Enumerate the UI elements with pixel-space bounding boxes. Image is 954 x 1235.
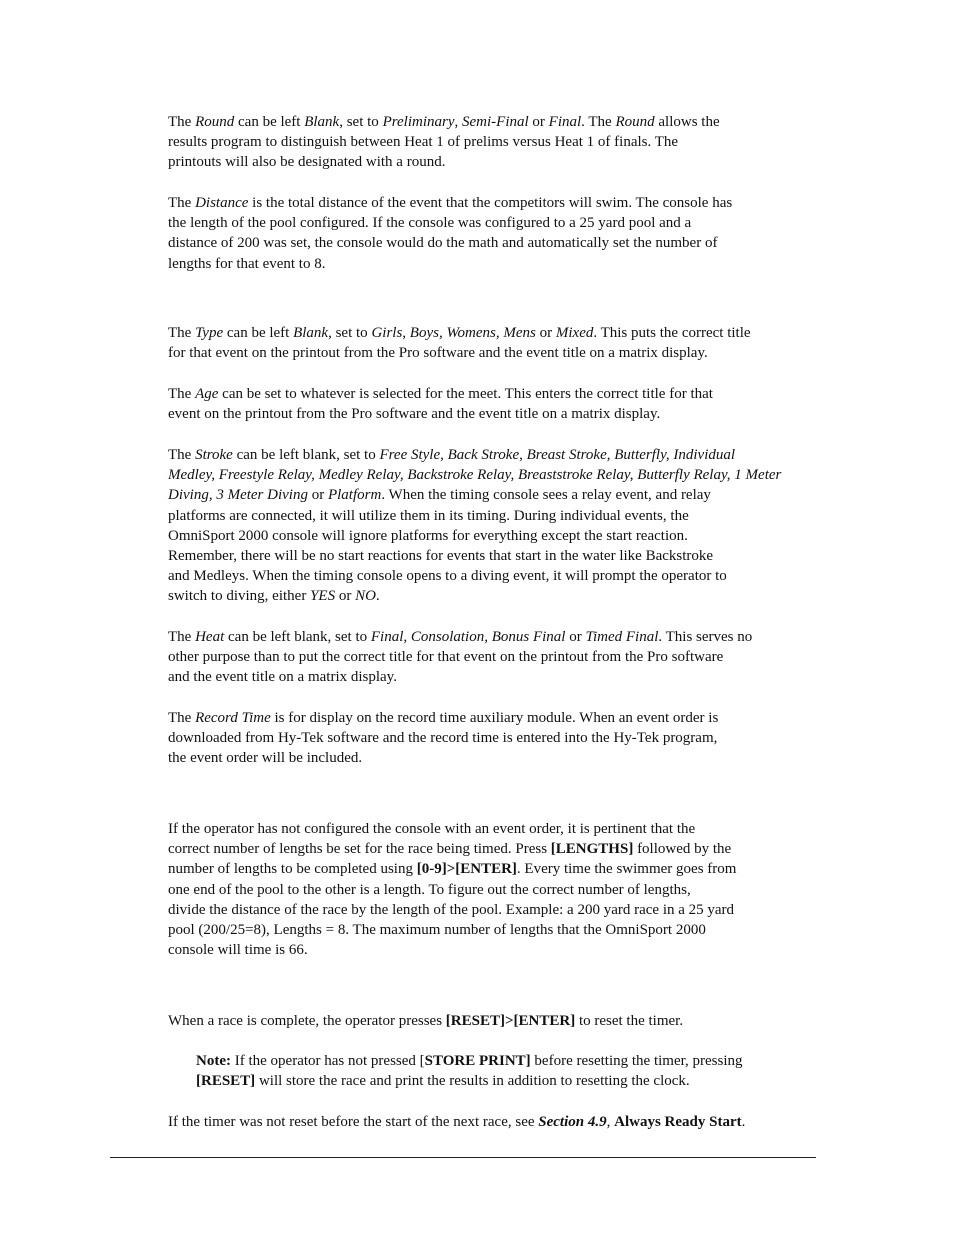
- text-line: [168, 112, 818, 132]
- text-line: [168, 859, 818, 879]
- text-run: allows the: [654, 114, 720, 130]
- text-run: , set to: [339, 114, 383, 130]
- italic-term: Semi-Final: [462, 114, 529, 130]
- text-run: The: [168, 325, 196, 341]
- italic-term: Mixed: [555, 325, 594, 341]
- text-run: ,: [454, 114, 462, 130]
- text-run: . When the timing console sees a relay event, and relay: [381, 487, 711, 504]
- text-run: can be left blank, set to: [232, 447, 380, 463]
- text-line: [168, 627, 818, 647]
- text-run: ,: [606, 1114, 615, 1130]
- italic-term: Blank: [304, 114, 340, 130]
- bold-text: [0-9]>[ENTER]: [416, 861, 517, 878]
- text-line: [168, 465, 818, 485]
- text-run: switch to diving, either: [168, 588, 311, 605]
- italic-term: Final, Consolation, Bonus Final: [370, 629, 566, 645]
- text-run: If the timer was not reset before the start of the next race, see: [168, 1114, 539, 1130]
- text-run: downloaded from Hy-Tek software and the record time is entered into the Hy-Tek program,: [168, 730, 718, 747]
- italic-term: Platform: [327, 487, 382, 504]
- text-line: [168, 566, 818, 586]
- bold-text: Note:: [196, 1053, 231, 1069]
- paragraph-round: [168, 112, 818, 173]
- text-run: can be left: [234, 114, 305, 130]
- italic-term: Type: [195, 325, 224, 341]
- paragraph-record-time: [168, 708, 818, 769]
- bold-text: [RESET]>[ENTER]: [445, 1013, 576, 1029]
- footer-rule: [110, 1157, 816, 1158]
- text-run: or: [528, 114, 549, 130]
- text-run: distance of 200 was set, the console would do the math and automatically set the number of: [168, 235, 718, 252]
- text-run: OmniSport 2000 console will ignore platforms for everything except the start reaction.: [168, 527, 688, 544]
- text-run: and the event title on a matrix display.: [168, 669, 397, 686]
- text-line: [168, 880, 818, 900]
- text-line: [168, 233, 818, 253]
- text-run: . This puts the correct title: [593, 325, 751, 341]
- text-line: [168, 485, 818, 505]
- paragraph-stroke: [168, 445, 818, 607]
- text-run: the length of the pool configured. If the console was configured to a 25 yard pool and a: [168, 215, 692, 232]
- paragraph-reset: [168, 1011, 818, 1031]
- text-run: or: [565, 629, 586, 645]
- text-run: lengths for that event to 8.: [168, 255, 326, 272]
- paragraph-not-reset: [168, 1112, 818, 1132]
- text-run: for that event on the printout from the Pro software and the event title on a matrix display.: [168, 345, 708, 362]
- paragraph-heat: [168, 627, 818, 688]
- text-run: before resetting the timer, pressing: [530, 1053, 743, 1069]
- text-run: other purpose than to put the correct title for that event on the printout from the Pro software: [168, 649, 724, 666]
- text-line: [168, 708, 818, 728]
- text-line: [168, 839, 818, 859]
- text-line: [168, 323, 818, 343]
- text-line: [168, 343, 818, 363]
- text-run: .: [375, 588, 380, 605]
- note-paragraph: [196, 1051, 818, 1091]
- text-run: . The: [581, 114, 616, 130]
- text-line: [168, 748, 818, 768]
- text-line: [168, 213, 818, 233]
- italic-term: YES: [310, 588, 336, 605]
- text-line: [168, 586, 818, 606]
- paragraph-lengths: [168, 819, 818, 960]
- text-run: can be set to whatever is selected for the meet. This enters the correct title for that: [218, 386, 713, 402]
- text-run: and Medleys. When the timing console opens to a diving event, it will prompt the operator to: [168, 568, 727, 585]
- text-run: is the total distance of the event that the competitors will swim. The console has: [248, 195, 733, 211]
- text-line: [196, 1071, 818, 1091]
- text-run: The: [168, 386, 196, 402]
- text-run: or: [535, 325, 556, 341]
- text-run: event on the printout from the Pro software and the event title on a matrix display.: [168, 406, 661, 423]
- text-run: one end of the pool to the other is a length. To figure out the correct number of lengths,: [168, 881, 691, 898]
- text-line: [168, 546, 818, 566]
- paragraph-distance: [168, 193, 818, 274]
- text-run: or: [307, 487, 328, 504]
- text-line: [168, 445, 818, 465]
- text-run: correct number of lengths be set for the race being timed. Press: [168, 841, 551, 858]
- italic-term: Age: [195, 386, 219, 402]
- text-line: [168, 647, 818, 667]
- text-line: [168, 526, 818, 546]
- italic-term: Girls, Boys, Womens, Mens: [371, 325, 536, 341]
- text-line: [168, 152, 818, 172]
- bold-text: [LENGTHS]: [550, 841, 634, 858]
- text-run: can be left blank, set to: [224, 629, 371, 645]
- text-run: Remember, there will be no start reactions for events that start in the water like Backstroke: [168, 548, 714, 565]
- text-run: printouts will also be designated with a round.: [168, 154, 446, 171]
- text-line: [168, 384, 818, 404]
- text-run: to reset the timer.: [575, 1013, 684, 1029]
- text-run: . Every time the swimmer goes from: [516, 861, 737, 878]
- text-line: [168, 254, 818, 274]
- text-run: divide the distance of the race by the length of the pool. Example: a 200 yard race in a 25 yard: [168, 901, 735, 918]
- text-run: If the operator has not pressed [: [230, 1053, 425, 1069]
- italic-term: Medley, Freestyle Relay, Medley Relay, Backstroke Relay, Breaststroke Relay, Butterfly Relay, 1 Meter: [168, 467, 782, 484]
- text-run: The: [168, 447, 196, 463]
- text-run: will store the race and print the results in addition to resetting the clock.: [255, 1073, 690, 1090]
- text-line: [168, 819, 818, 839]
- text-run: The: [168, 629, 196, 645]
- text-run: the event order will be included.: [168, 750, 363, 767]
- text-run: The: [168, 114, 196, 130]
- italic-term: Blank: [293, 325, 329, 341]
- text-run: can be left: [223, 325, 294, 341]
- italic-term: Free Style, Back Stroke, Breast Stroke, Butterfly, Individual: [379, 447, 736, 463]
- bold-text: [RESET]: [196, 1073, 256, 1090]
- paragraph-type: [168, 323, 818, 363]
- text-run: or: [335, 588, 356, 605]
- bold-text: STORE PRINT]: [424, 1053, 531, 1069]
- italic-term: Round: [615, 114, 655, 130]
- italic-term: Diving, 3 Meter Diving: [168, 487, 308, 504]
- italic-term: Final: [548, 114, 582, 130]
- text-line: [168, 920, 818, 940]
- text-line: [168, 728, 818, 748]
- text-run: If the operator has not configured the console with an event order, it is pertinent that the: [168, 821, 696, 837]
- text-line: [168, 404, 818, 424]
- text-run: .: [741, 1114, 746, 1130]
- text-line: [168, 193, 818, 213]
- italic-term: Distance: [195, 195, 249, 211]
- italic-term: Heat: [195, 629, 225, 645]
- text-run: When a race is complete, the operator presses: [168, 1013, 446, 1029]
- italic-term: Round: [195, 114, 235, 130]
- italic-term: Record Time: [195, 710, 271, 726]
- text-run: is for display on the record time auxiliary module. When an event order is: [270, 710, 719, 726]
- italic-term: NO: [355, 588, 376, 605]
- text-run: . This serves no: [658, 629, 753, 645]
- text-line: [168, 1011, 818, 1031]
- italic-term: Preliminary: [382, 114, 455, 130]
- text-line: [168, 900, 818, 920]
- bold-text: Section 4.9: [538, 1114, 607, 1130]
- text-line: [196, 1051, 818, 1071]
- bold-text: Always Ready Start: [614, 1114, 742, 1130]
- text-run: platforms are connected, it will utilize them in its timing. During individual events, the: [168, 507, 689, 524]
- text-run: console will time is 66.: [168, 942, 308, 959]
- text-run: pool (200/25=8), Lengths = 8. The maximum number of lengths that the OmniSport 2000: [168, 922, 706, 939]
- text-run: , set to: [328, 325, 372, 341]
- text-run: results program to distinguish between Heat 1 of prelims versus Heat 1 of finals. The: [168, 134, 679, 151]
- text-line: [168, 940, 818, 960]
- italic-term: Stroke: [195, 447, 233, 463]
- text-run: The: [168, 710, 196, 726]
- text-line: [168, 506, 818, 526]
- text-run: number of lengths to be completed using: [168, 861, 417, 878]
- text-line: [168, 667, 818, 687]
- text-run: The: [168, 195, 196, 211]
- text-line: [168, 1112, 818, 1132]
- paragraph-age: [168, 384, 818, 424]
- text-run: followed by the: [633, 841, 732, 858]
- italic-term: Timed Final: [585, 629, 659, 645]
- text-line: [168, 132, 818, 152]
